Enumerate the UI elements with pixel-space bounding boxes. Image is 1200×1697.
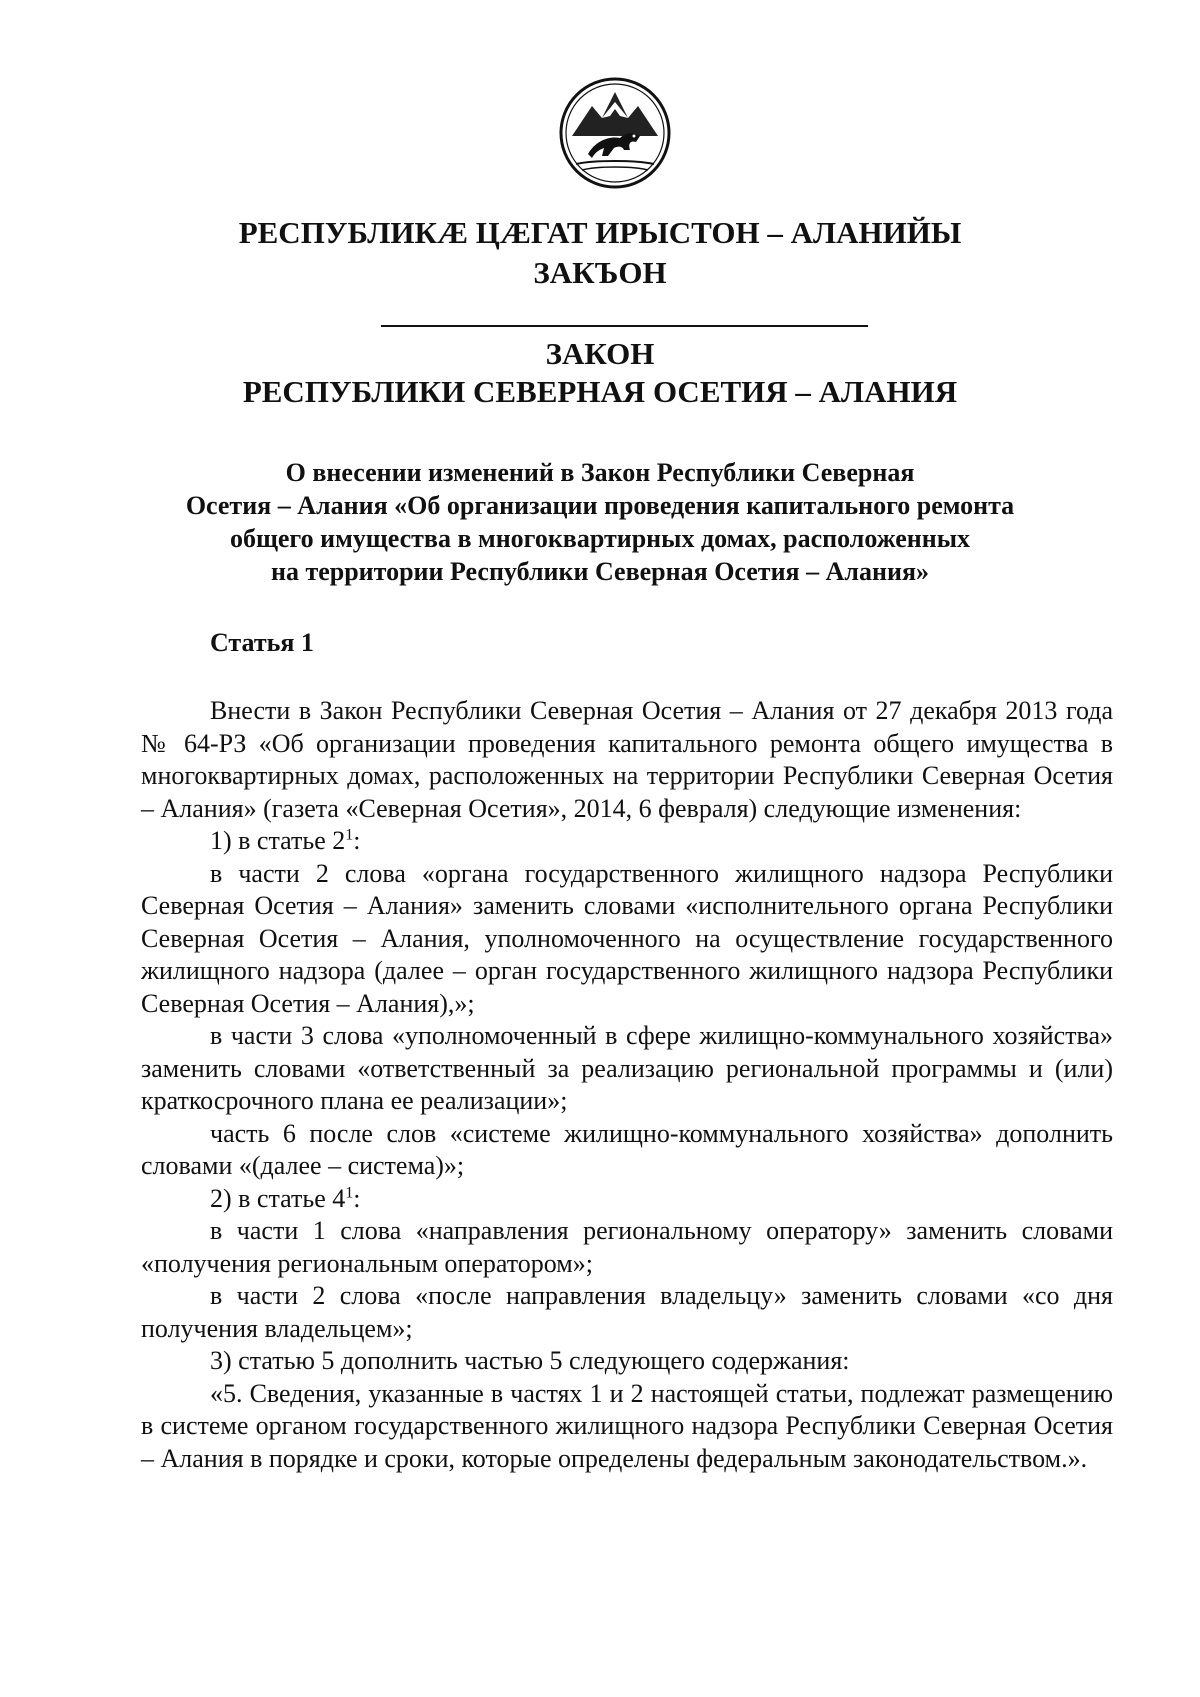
- law-title: [0, 456, 1200, 588]
- law-title-line: Осетия – Алания «Об организации проведения капитального ремонта: [185, 491, 1015, 520]
- header-republic: РЕСПУБЛИКИ СЕВЕРНАЯ ОСЕТИЯ – АЛАНИЯ: [242, 374, 958, 409]
- body-item-3: 3) статью 5 дополнить частью 5 следующего содержания:: [210, 1346, 850, 1375]
- item-1-label-text: 1) в статье 2: [210, 826, 346, 855]
- law-title-line: О внесении изменений в Закон Республики Северная: [285, 458, 915, 487]
- header-ossetian-republic: РЕСПУБЛИКӔ ЦӔГАТ ИРЫСТОН – АЛАНИЙЫ: [238, 215, 962, 250]
- item-1-colon: :: [353, 826, 361, 855]
- item-1-superscript: 1: [345, 826, 354, 844]
- body-paragraph: в части 2 слова «после направления владельцу» заменить словами «со дня получения владельцем»;: [141, 1281, 1113, 1343]
- item-2-colon: :: [353, 1183, 361, 1213]
- body-paragraph: часть 6 после слов «системе жилищно-коммунального хозяйства» дополнить словами «(далее – система)»;: [141, 1118, 1113, 1180]
- coat-of-arms-emblem-icon: [558, 76, 672, 190]
- article-body: [141, 695, 1113, 1475]
- law-title-line: общего имущества в многоквартирных домах, расположенных: [229, 524, 971, 553]
- body-paragraph: в части 2 слова «органа государственного жилищного надзора Республики Северная Осетия – Алания» заменить словами «исполнительного органа Республики Северная Осетия – Алания, уполномоченного на осуществление государственного жилищного надзора (далее – орган государственного жилищного надзора Республики Северная Осетия – Алания),»;: [141, 858, 1113, 1018]
- body-paragraph: в части 1 слова «направления региональному оператору» заменить словами «получения региональным оператором»;: [141, 1216, 1113, 1278]
- body-item-2-label: [141, 1183, 1113, 1216]
- article-heading: Статья 1: [210, 628, 314, 657]
- item-2-superscript: 1: [345, 1183, 354, 1201]
- body-paragraph: в части 3 слова «уполномоченный в сфере жилищно-коммунального хозяйства» заменить словами «ответственный за реализацию региональной программы и (или) краткосрочного плана ее реализации»;: [141, 1021, 1113, 1115]
- header-law: ЗАКОН: [545, 336, 655, 371]
- item-2-label-text: 2) в статье 4: [210, 1183, 346, 1213]
- body-paragraph-intro: Внести в Закон Республики Северная Осетия – Алания от 27 декабря 2013 года № 64-РЗ «Об организации проведения капитального ремонта общего имущества в многоквартирных домах, расположенных на территории Республики Северная Осетия – Алания» (газета «Северная Осетия», 2014, 6 февраля) следующие изменения:: [141, 696, 1113, 823]
- body-item-1-label: [141, 825, 1113, 858]
- header-divider: [381, 325, 868, 327]
- law-title-line: на территории Республики Северная Осетия – Алания»: [270, 557, 930, 586]
- body-paragraph: «5. Сведения, указанные в частях 1 и 2 настоящей статьи, подлежат размещению в системе органом государственного жилищного надзора Республики Северная Осетия – Алания в порядке и сроки, которые определены федеральным законодательством.».: [141, 1378, 1113, 1473]
- header-ossetian-law: ЗАКЪОН: [533, 255, 667, 290]
